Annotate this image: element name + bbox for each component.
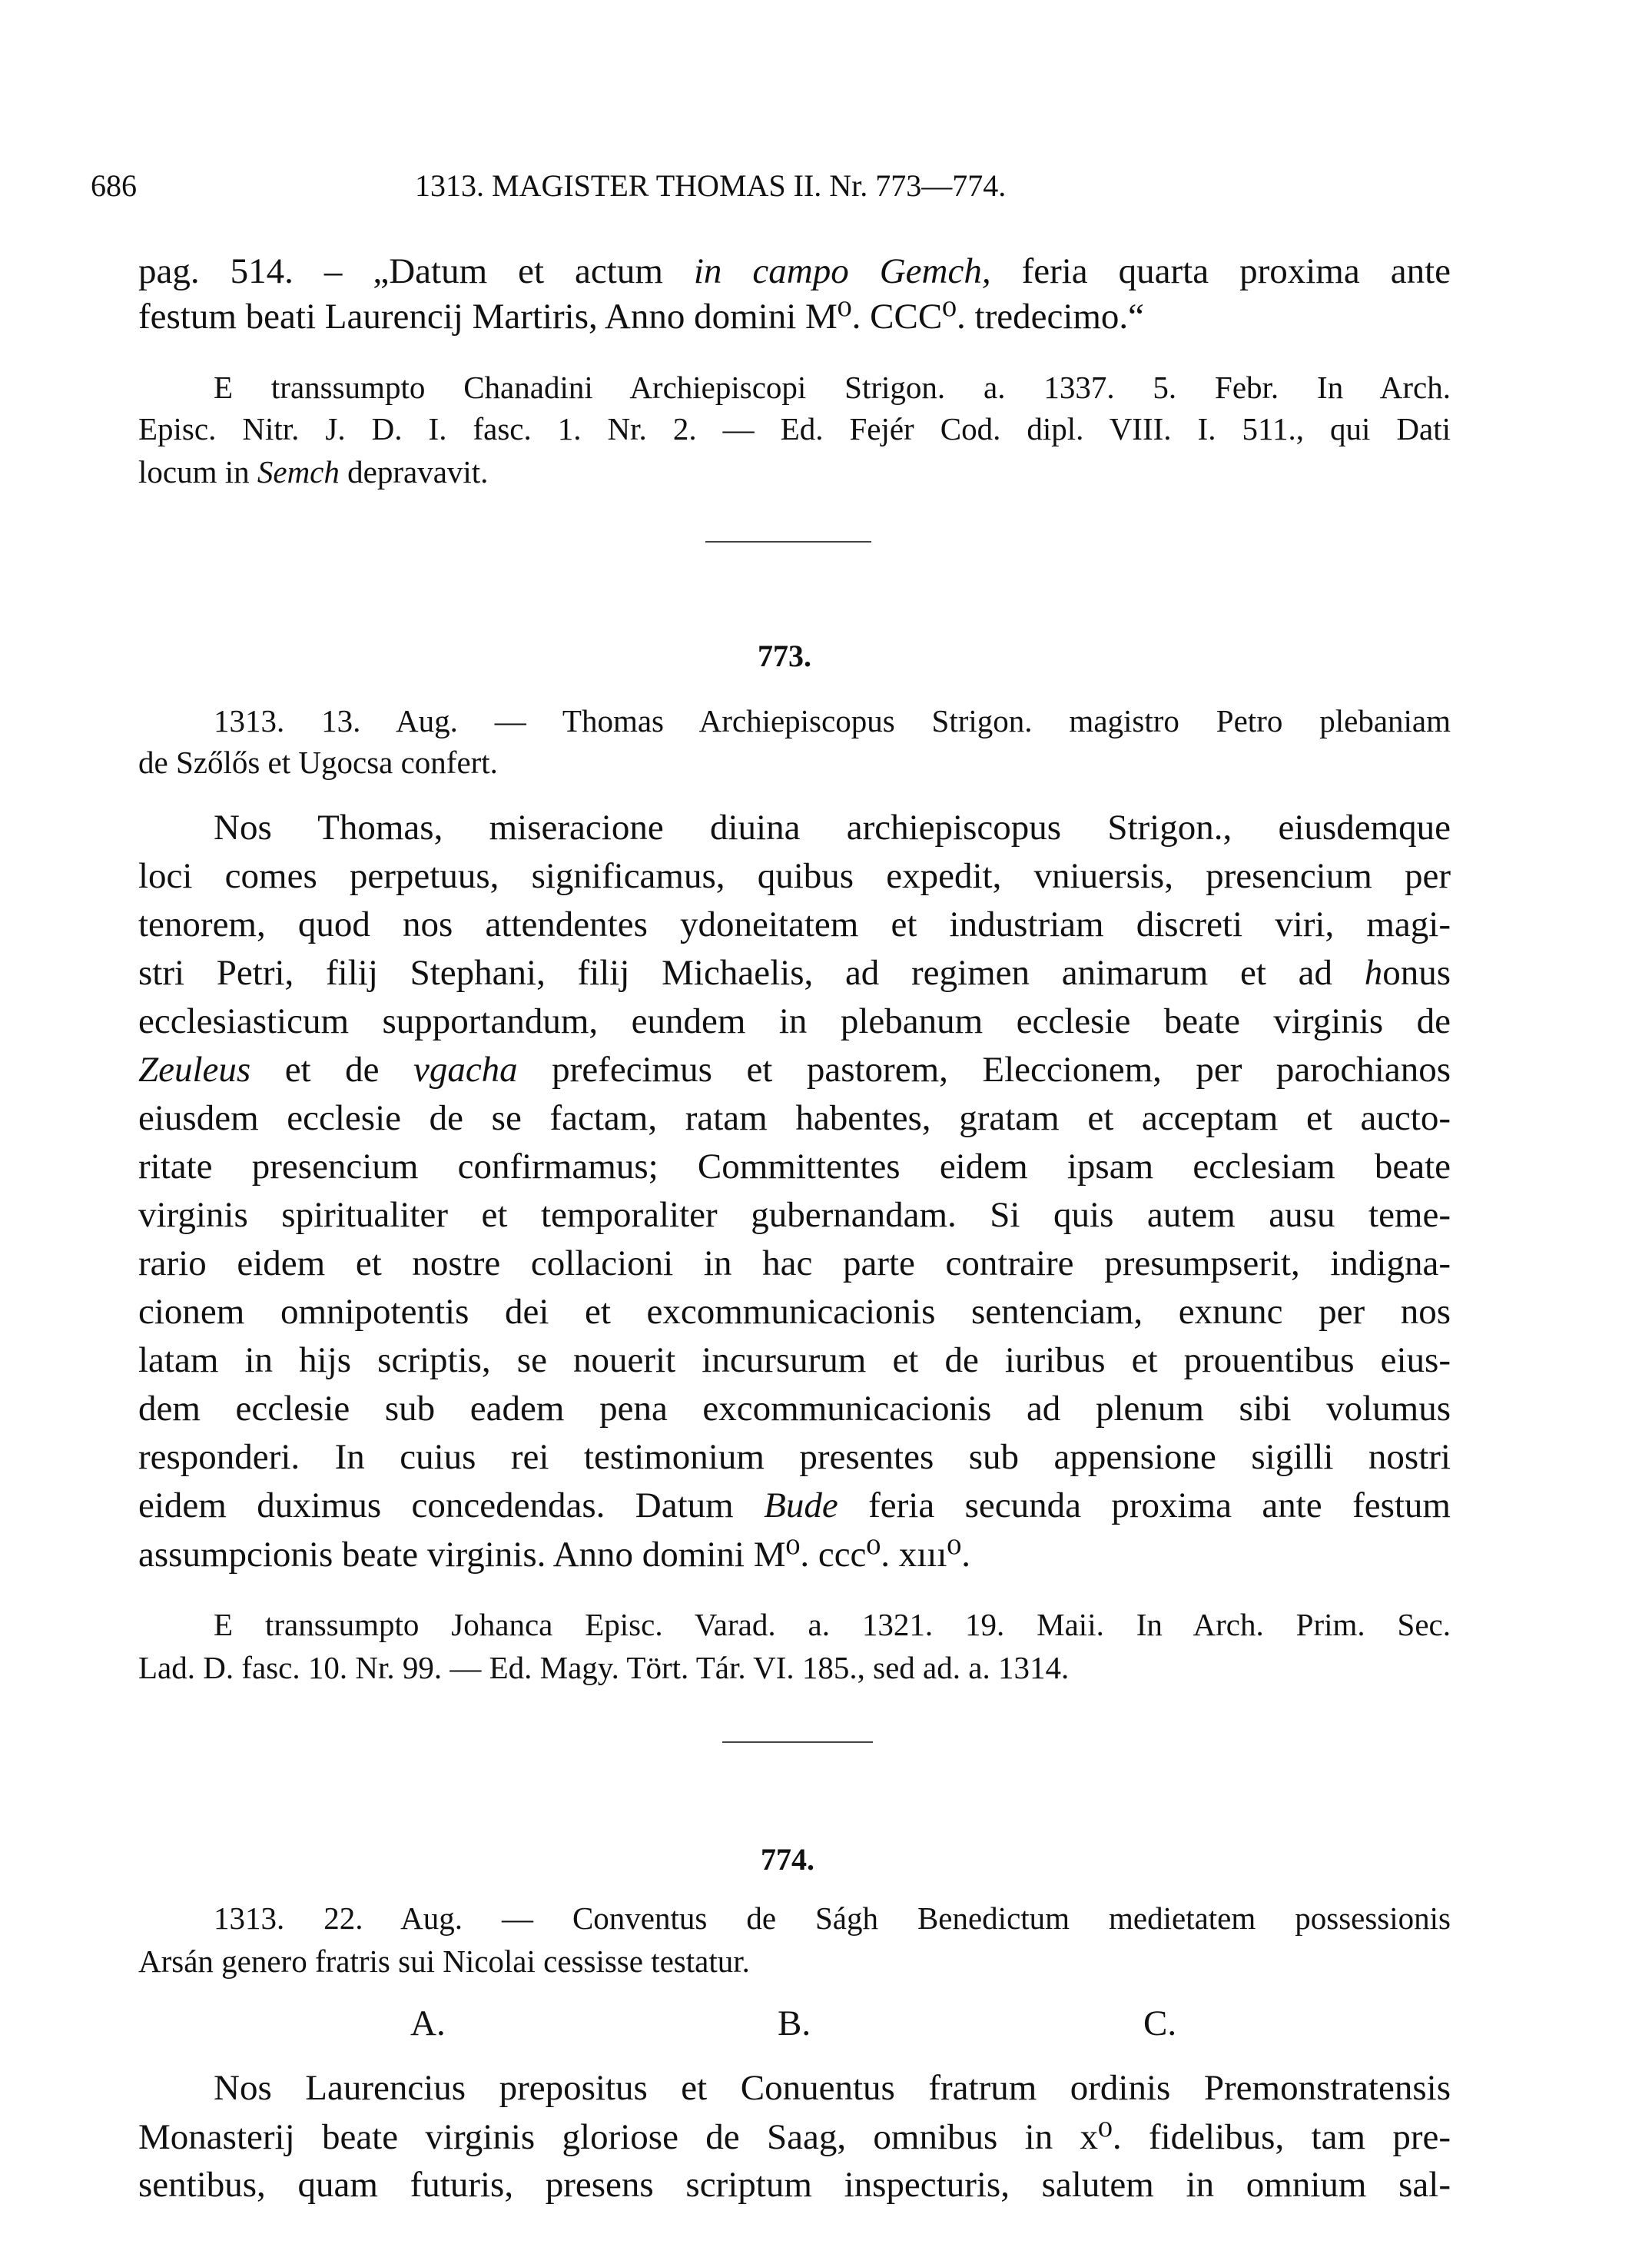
text-773-line-01: Nos Thomas, miseracione diuina archiepiscopus Strigon., eiusdemque [214,808,1451,848]
place-name: Bude [764,1485,838,1525]
variant-label-a: A. [410,2003,446,2043]
summary-773-line-2: de Szőlős et Ugocsa confert. [138,745,498,780]
text-773-line-06: Zeuleus et de vgacha prefecimus et pastorem, Eleccionem, per parochianos [138,1050,1451,1090]
text-773-line-13: dem ecclesie sub eadem pena excommunicacionis ad plenum sibi volumus [138,1389,1451,1429]
text-773-line-14: responderi. In cuius rei testimonium presentes sub appensione sigilli nostri [138,1437,1451,1477]
summary-773-line-1: 1313. 13. Aug. — Thomas Archiepiscopus Strigon. magistro Petro plebaniam [214,703,1451,739]
text-773-line-15: eidem duximus concedendas. Datum Bude feria secunda proxima ante festum [138,1485,1451,1525]
note-773-line-1: E transsumpto Johanca Episc. Varad. a. 1321. 19. Maii. In Arch. Prim. Sec. [214,1607,1451,1642]
summary-774-line-1: 1313. 22. Aug. — Conventus de Ságh Benedictum medietatem possessionis [214,1900,1451,1936]
document-number-774: 774. [761,1842,814,1877]
text-773-line-11: cionem omnipotentis dei et excommunicacionis sentenciam, exnunc per nos [138,1292,1451,1332]
running-title: 1313. MAGISTER THOMAS II. Nr. 773—774. [415,168,1007,203]
text-773-line-10: rario eidem et nostre collacioni in hac parte contraire presumpserit, indigna- [138,1243,1451,1283]
text-773-line-09: virginis spiritualiter et temporaliter gubernandam. Si quis autem ausu teme- [138,1195,1451,1235]
place-name: in campo Gemch, [693,251,991,291]
text-774-line-02: Monasterij beate virginis gloriose de Saag, omnibus in x⁰. fidelibus, tam pre- [138,2117,1451,2157]
summary-774-line-2: Arsán genero fratris sui Nicolai cessisse testatur. [138,1943,750,1979]
text-773-line-05: ecclesiasticum supportandum, eundem in plebanum ecclesie beate virginis de [138,1001,1451,1041]
place-name: Zeuleus [138,1050,251,1090]
prev-note-line-2: Episc. Nitr. J. D. I. fasc. 1. Nr. 2. — Ed. Fejér Cod. dipl. VIII. I. 511., qui Dati [138,411,1451,446]
variant-label-b: B. [778,2003,811,2043]
variant-label-c: C. [1143,2003,1177,2043]
text-773-line-04: stri Petri, filij Stephani, filij Michaelis, ad regimen animarum et ad honus [138,953,1451,993]
document-number-773: 773. [758,639,811,673]
text-774-line-01: Nos Laurencius prepositus et Conuentus fratrum ordinis Premonstratensis [214,2068,1451,2108]
text-773-line-16: assumpcionis beate virginis. Anno domini M⁰. ccc⁰. xııı⁰. [138,1535,971,1575]
page-number: 686 [91,168,137,203]
prev-note-line-1: E transsumpto Chanadini Archiepiscopi Strigon. a. 1337. 5. Febr. In Arch. [214,370,1451,405]
note-773-line-2: Lad. D. fasc. 10. Nr. 99. — Ed. Magy. Tört. Tár. VI. 185., sed ad. a. 1314. [138,1650,1070,1685]
text-773-line-12: latam in hijs scriptis, se nouerit incursurum et de iuribus et prouentibus eius- [138,1340,1451,1380]
place-name: Semch [257,454,340,490]
section-divider [722,1741,873,1743]
text-773-line-07: eiusdem ecclesie de se factam, ratam habentes, gratam et acceptam et aucto- [138,1098,1451,1138]
section-divider [705,541,871,543]
place-name: vgacha [413,1050,518,1090]
text-773-line-02: loci comes perpetuus, significamus, quibus expedit, vniuersis, presencium per [138,856,1451,896]
prev-text-line-2: festum beati Laurencij Martiris, Anno domini M⁰. CCC⁰. tredecimo.“ [138,297,1145,337]
text-773-line-08: ritate presencium confirmamus; Committentes eidem ipsam ecclesiam beate [138,1147,1451,1187]
prev-text-line-1: pag. 514. – „Datum et actum in campo Gemch, feria quarta proxima ante [138,251,1451,291]
prev-note-line-3: locum in Semch depravavit. [138,454,489,490]
text-774-line-03: sentibus, quam futuris, presens scriptum inspecturis, salutem in omnium sal- [138,2165,1451,2205]
text-773-line-03: tenorem, quod nos attendentes ydoneitatem et industriam discreti viri, magi- [138,904,1451,944]
